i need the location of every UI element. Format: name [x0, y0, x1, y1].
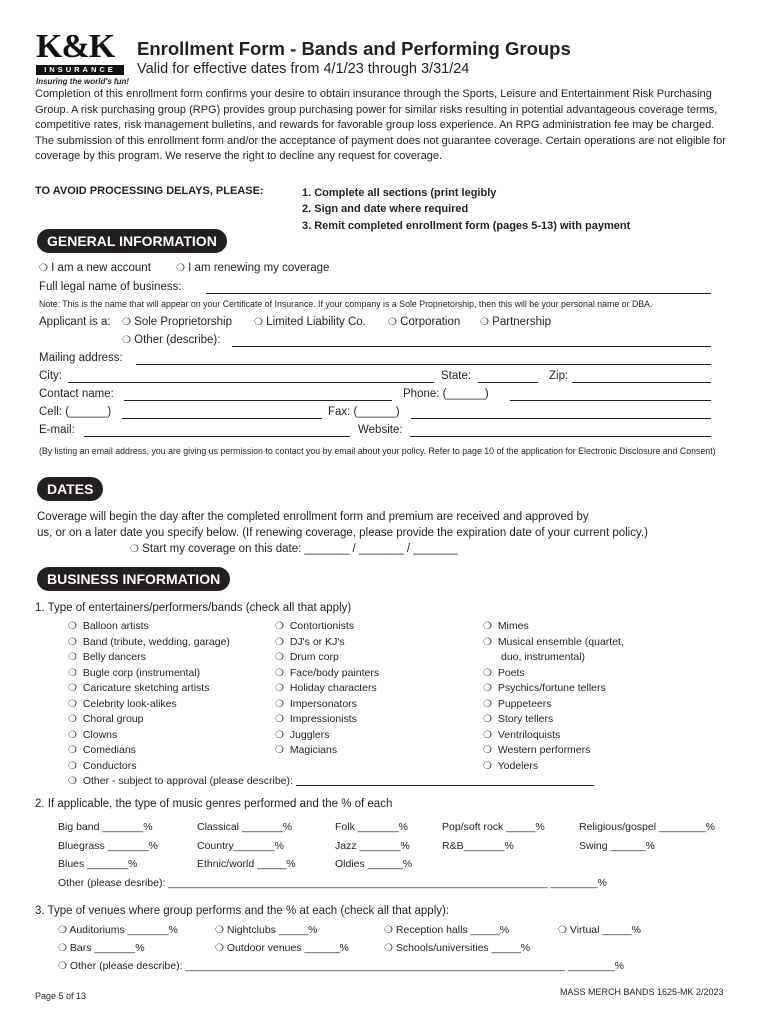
sole-prop-option[interactable]	[122, 316, 232, 328]
checkbox-icon[interactable]: ❍	[483, 729, 492, 741]
renewing-label: I am renewing my coverage	[188, 262, 330, 274]
item-label: Face/body painters	[289, 666, 380, 679]
genre-religious[interactable]: Religious/gospel ________%	[579, 821, 716, 833]
genre-pop[interactable]: Pop/soft rock _____%	[442, 821, 545, 833]
checkbox-icon[interactable]: ❍	[275, 667, 284, 679]
checkbox-icon[interactable]: ❍	[275, 698, 284, 710]
venue-label: Auditoriums _______%	[69, 924, 178, 936]
phone-label: Phone: (______)	[403, 388, 489, 400]
intro-paragraph: Completion of this enrollment form confirms your desire to obtain insurance through the Sports, Leisure and Entertainment Risk Purchasing Group. A risk purchasing group (RPG) provides group purchasing power for similar risks resulting in potential advantageous coverage terms, competitive rates, risk management bulletins, and rewards for favorable group loss experience. An RPG administration fee may be charged. The submission of this enrollment form and/or the acceptance of payment does not guarantee coverage. Certain operations are not eligible for coverage by this program. We reserve the right to decline any request for coverage.	[35, 88, 726, 163]
zip-label: Zip:	[549, 370, 569, 382]
checkbox-item[interactable]	[275, 650, 379, 666]
city-label: City:	[39, 370, 62, 382]
dates-text-1: Coverage will begin the day after the completed enrollment form and premium are received and approved by	[37, 511, 589, 523]
item-label: Poets	[497, 666, 525, 679]
partnership-label: Partnership	[492, 316, 551, 328]
form-code: MASS MERCH BANDS 1625-MK 2/2023	[560, 987, 724, 997]
business-information-heading: BUSINESS INFORMATION	[37, 567, 230, 591]
phone-field[interactable]	[510, 400, 711, 401]
checkbox-icon[interactable]: ❍	[275, 652, 284, 663]
venue-schools[interactable]	[384, 942, 530, 954]
email-consent-note: (By listing an email address, you are giving us permission to contact you by email about your policy. Refer to page 10 of the application for Electronic Disclosure and Consent)	[39, 446, 716, 456]
checkbox-icon[interactable]: ❍	[384, 943, 393, 954]
logo-tagline: Insuring the world's fun!	[36, 77, 130, 86]
item-label: Caricature sketching artists	[82, 682, 210, 694]
item-label: Comedians	[82, 744, 136, 756]
zip-field[interactable]	[572, 382, 711, 383]
checkbox-item[interactable]	[483, 666, 624, 682]
checkbox-item[interactable]	[483, 619, 624, 635]
item-label: Puppeteers	[497, 697, 552, 710]
item-label: Jugglers	[289, 728, 330, 741]
dates-text-2: us, or on a later date you specify below. (If renewing coverage, please provide the expiration date of your current policy.)	[37, 527, 648, 539]
step-2: 2. Sign and date where required	[302, 203, 469, 216]
checkbox-item[interactable]	[483, 712, 624, 728]
checkbox-icon[interactable]: ❍	[58, 925, 67, 936]
checkbox-icon[interactable]: ❍	[68, 776, 77, 787]
dates-heading: DATES	[37, 477, 103, 501]
radio-icon[interactable]: ❍	[122, 335, 131, 346]
renewing-option[interactable]	[176, 262, 329, 274]
checkbox-icon[interactable]: ❍	[483, 636, 492, 648]
checkbox-icon[interactable]: ❍	[558, 925, 567, 936]
email-label: E-mail:	[39, 424, 75, 436]
checkbox-icon[interactable]: ❍	[275, 683, 284, 694]
llc-option[interactable]	[254, 316, 366, 328]
item-label: Balloon artists	[82, 620, 149, 632]
venue-reception-halls[interactable]	[384, 924, 509, 936]
genre-ethnic[interactable]: Ethnic/world _____%	[197, 858, 296, 870]
website-label: Website:	[358, 424, 403, 436]
genre-rnb[interactable]: R&B_______%	[442, 840, 514, 852]
fax-field[interactable]	[411, 418, 711, 419]
logo-mark: K&K	[36, 28, 115, 65]
venue-nightclubs[interactable]	[215, 924, 317, 936]
item-label: Bugle corp (instrumental)	[82, 666, 201, 679]
legal-name-label: Full legal name of business:	[39, 281, 182, 293]
genre-jazz[interactable]: Jazz _______%	[335, 840, 410, 852]
checkbox-icon[interactable]: ❍	[68, 621, 77, 632]
radio-icon[interactable]: ❍	[254, 317, 263, 328]
checkbox-icon[interactable]: ❍	[58, 943, 67, 954]
item-label: Other - subject to approval (please describe):	[82, 775, 293, 787]
item-label: Musical ensemble (quartet,	[497, 635, 624, 648]
checkbox-icon[interactable]: ❍	[215, 925, 224, 936]
other-entity-label: Other (describe):	[134, 334, 221, 346]
kk-insurance-logo	[36, 28, 130, 86]
avoid-delays-label: TO AVOID PROCESSING DELAYS, PLEASE:	[35, 185, 264, 197]
item-label: Western performers	[497, 744, 591, 756]
checkbox-item[interactable]	[275, 728, 379, 744]
checkbox-item[interactable]	[275, 681, 379, 697]
applicant-is-label: Applicant is a:	[39, 316, 111, 328]
question-3: 3. Type of venues where group performs and the % at each (check all that apply):	[35, 905, 450, 917]
venue-auditoriums[interactable]	[58, 924, 178, 936]
radio-icon[interactable]: ❍	[130, 544, 139, 555]
other-entity-option[interactable]	[122, 334, 220, 346]
venue-label: Outdoor venues ______%	[226, 942, 349, 954]
website-field[interactable]	[410, 436, 711, 437]
venue-label: Virtual _____%	[569, 924, 641, 936]
item-label: Mimes	[497, 620, 529, 632]
checkbox-icon[interactable]: ❍	[275, 636, 284, 648]
form-title: Enrollment Form - Bands and Performing Groups	[137, 38, 571, 59]
venue-virtual[interactable]	[558, 924, 641, 936]
checkbox-item[interactable]	[275, 635, 379, 651]
checkbox-item[interactable]	[483, 759, 624, 775]
venue-label: Nightclubs _____%	[226, 924, 318, 936]
checkbox-icon[interactable]: ❍	[58, 961, 67, 972]
checkbox-icon[interactable]: ❍	[68, 652, 77, 663]
item-label: Contortionists	[289, 620, 355, 632]
llc-label: Limited Liability Co.	[266, 316, 366, 328]
checkbox-icon[interactable]: ❍	[483, 621, 492, 632]
checkbox-icon[interactable]: ❍	[68, 683, 77, 694]
genre-swing[interactable]: Swing ______%	[579, 840, 655, 852]
checkbox-icon[interactable]: ❍	[68, 714, 77, 725]
item-label: Drum corp	[289, 651, 339, 663]
avoid-delays-steps	[302, 185, 630, 234]
radio-icon[interactable]: ❍	[39, 263, 48, 274]
email-field[interactable]	[84, 436, 350, 437]
item-label: Yodelers	[497, 759, 539, 772]
legal-name-field[interactable]	[206, 293, 711, 294]
checkbox-icon[interactable]: ❍	[68, 698, 77, 710]
item-label: Belly dancers	[82, 651, 146, 663]
partnership-option[interactable]	[480, 316, 551, 328]
checkbox-item[interactable]	[275, 712, 379, 728]
genre-bluegrass[interactable]: Bluegrass _______%	[58, 840, 158, 852]
start-date-option[interactable]	[130, 543, 458, 555]
new-account-option[interactable]	[39, 262, 151, 274]
checkbox-icon[interactable]: ❍	[275, 621, 284, 632]
checkbox-icon[interactable]: ❍	[483, 683, 492, 694]
checkbox-icon[interactable]: ❍	[215, 943, 224, 954]
checkbox-icon[interactable]: ❍	[483, 745, 492, 756]
question-2: 2. If applicable, the type of music genres performed and the % of each	[35, 798, 393, 810]
item-label: Holiday characters	[289, 682, 377, 694]
checkbox-item[interactable]	[483, 743, 624, 759]
venue-other[interactable]	[58, 960, 624, 972]
item-label: Story tellers	[497, 713, 554, 725]
entertainers-col-2	[275, 619, 379, 759]
item-label: Clowns	[82, 728, 118, 741]
checkbox-icon[interactable]: ❍	[483, 714, 492, 725]
venue-bars[interactable]	[58, 942, 145, 954]
checkbox-item[interactable]	[275, 666, 379, 682]
checkbox-item[interactable]	[275, 743, 379, 759]
other-entity-field[interactable]	[232, 346, 711, 347]
corporation-option[interactable]	[388, 316, 460, 328]
corporation-label: Corporation	[400, 316, 461, 328]
entertainers-col-3	[483, 619, 624, 774]
new-account-label: I am a new account	[51, 262, 151, 274]
radio-icon[interactable]: ❍	[176, 263, 185, 274]
item-label: Impressionists	[289, 713, 357, 725]
step-1: 1. Complete all sections (print legibly	[302, 187, 497, 199]
question-1: 1. Type of entertainers/performers/bands (check all that apply)	[35, 602, 352, 614]
form-subtitle: Valid for effective dates from 4/1/23 through 3/31/24	[137, 61, 470, 77]
state-field[interactable]	[478, 382, 538, 383]
logo-bar: INSURANCE	[36, 65, 124, 75]
page-number: Page 5 of 13	[35, 991, 87, 1001]
genre-country[interactable]: Country_______%	[197, 840, 284, 852]
checkbox-icon[interactable]: ❍	[275, 714, 284, 725]
checkbox-icon[interactable]: ❍	[68, 760, 77, 772]
item-label: Psychics/fortune tellers	[497, 682, 606, 694]
general-information-heading: GENERAL INFORMATION	[37, 229, 227, 253]
checkbox-item[interactable]	[483, 728, 624, 744]
venue-outdoor[interactable]	[215, 942, 349, 954]
start-date-label: Start my coverage on this date: _______ / _______ / _______	[142, 543, 459, 555]
genre-oldies[interactable]: Oldies ______%	[335, 858, 413, 870]
genre-blues[interactable]: Blues _______%	[58, 858, 138, 870]
checkbox-icon[interactable]: ❍	[483, 698, 492, 710]
other-performer-field[interactable]	[296, 785, 594, 786]
checkbox-item[interactable]	[275, 697, 379, 713]
checkbox-icon[interactable]: ❍	[483, 760, 492, 772]
venue-label: Other (please describe): _________________________________________________________________ ________%	[69, 960, 624, 972]
genre-folk[interactable]: Folk _______%	[335, 821, 408, 833]
state-label: State:	[441, 370, 472, 382]
venue-label: Schools/universities _____%	[395, 942, 531, 954]
venue-label: Bars _______%	[69, 942, 145, 954]
checkbox-icon[interactable]: ❍	[275, 729, 284, 741]
contact-field[interactable]	[124, 400, 392, 401]
item-label: Celebrity look-alikes	[82, 697, 177, 710]
radio-icon[interactable]: ❍	[480, 317, 489, 328]
checkbox-icon[interactable]: ❍	[483, 667, 492, 679]
item-label: Choral group	[82, 713, 144, 725]
item-label: Ventriloquists	[497, 728, 561, 741]
cell-field[interactable]	[122, 418, 322, 419]
step-3: 3. Remit completed enrollment form (pages 5-13) with payment	[302, 219, 631, 232]
radio-icon[interactable]: ❍	[388, 317, 397, 328]
genre-classical[interactable]: Classical _______%	[197, 821, 293, 833]
sole-prop-label: Sole Proprietorship	[134, 316, 232, 328]
item-label: Magicians	[289, 744, 338, 756]
checkbox-item[interactable]	[483, 681, 624, 697]
radio-icon[interactable]: ❍	[122, 317, 131, 328]
checkbox-icon[interactable]: ❍	[68, 667, 77, 679]
cell-label: Cell: (______)	[39, 406, 112, 418]
checkbox-icon[interactable]: ❍	[68, 745, 77, 756]
item-label: Impersonators	[289, 697, 357, 710]
checkbox-icon[interactable]: ❍	[275, 745, 284, 756]
genre-other[interactable]: Other (please desribe): _________________________________________________________________ ________%	[58, 877, 607, 889]
venue-label: Reception halls _____%	[395, 924, 510, 936]
legal-name-note: Note: This is the name that will appear on your Certificate of Insurance. If your company is a Sole Proprietorship, then this will be your personal name or DBA.	[39, 299, 653, 309]
checkbox-item[interactable]	[275, 619, 379, 635]
contact-label: Contact name:	[39, 388, 114, 400]
mailing-field[interactable]	[136, 364, 711, 365]
checkbox-icon[interactable]: ❍	[68, 636, 77, 648]
city-field[interactable]	[68, 382, 434, 383]
checkbox-item[interactable]	[483, 697, 624, 713]
genre-big-band[interactable]: Big band _______%	[58, 821, 153, 833]
item-label: Band (tribute, wedding, garage)	[82, 635, 230, 648]
checkbox-icon[interactable]: ❍	[384, 925, 393, 936]
item-label: Conductors	[82, 759, 137, 772]
checkbox-item[interactable]	[68, 774, 594, 790]
item-label: DJ's or KJ's	[289, 635, 345, 648]
fax-label: Fax: (______)	[328, 406, 400, 418]
checkbox-item[interactable]	[483, 635, 624, 651]
mailing-label: Mailing address:	[39, 352, 123, 364]
checkbox-icon[interactable]: ❍	[68, 729, 77, 741]
item-continuation: duo, instrumental)	[501, 651, 586, 663]
